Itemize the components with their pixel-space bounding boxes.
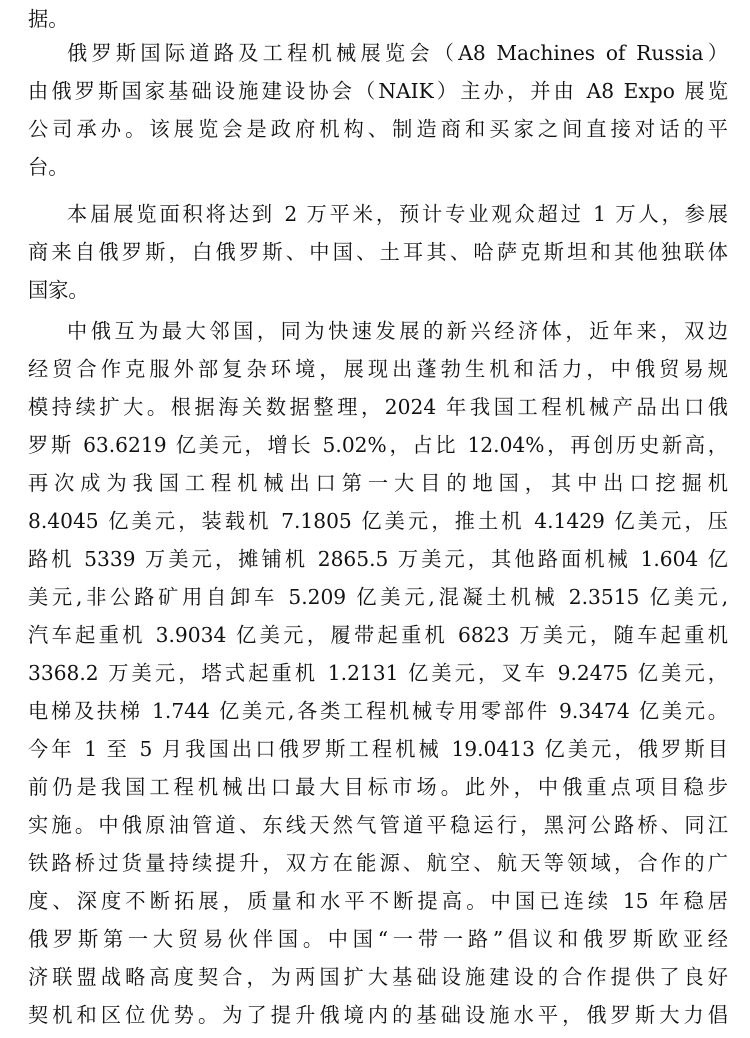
text-line: 中俄互为最大邻国，同为快速发展的新兴经济体，近年来，双边: [67, 319, 728, 343]
text-line: 济联盟战略高度契合，为两国扩大基础设施建设的合作提供了良好: [28, 965, 728, 989]
text-line: 国家。: [28, 278, 89, 302]
text-line: 台。: [28, 155, 69, 179]
text-line: 商来自俄罗斯，白俄罗斯、中国、土耳其、哈萨克斯坦和其他独联体: [28, 240, 728, 264]
text-line: 再次成为我国工程机械出口第一大目的地国，其中出口挖掘机: [28, 471, 728, 495]
text-line: 模持续扩大。根据海关数据整理，2024 年我国工程机械产品出口俄: [28, 395, 728, 419]
text-line: 本届展览面积将达到 2 万平米，预计专业观众超过 1 万人，参展: [67, 202, 728, 226]
text-line: 路机 5339 万美元，摊铺机 2865.5 万美元，其他路面机械 1.604 亿: [28, 547, 728, 571]
text-line: 今年 1 至 5 月我国出口俄罗斯工程机械 19.0413 亿美元，俄罗斯目: [28, 737, 728, 761]
text-line: 汽车起重机 3.9034 亿美元，履带起重机 6823 万美元，随车起重机: [28, 623, 728, 647]
text-line: 公司承办。该展览会是政府机构、制造商和买家之间直接对话的平: [28, 117, 728, 141]
text-line: 契机和区位优势。为了提升俄境内的基础设施水平，俄罗斯大力倡: [28, 1003, 728, 1027]
text-line: 俄罗斯第一大贸易伙伴国。中国“一带一路”倡议和俄罗斯欧亚经: [28, 927, 728, 951]
text-line: 美元,非公路矿用自卸车 5.209 亿美元,混凝土机械 2.3515 亿美元,: [28, 585, 728, 609]
text-line: 实施。中俄原油管道、东线天然气管道平稳运行，黑河公路桥、同江: [28, 813, 728, 837]
text-line: 铁路桥过货量持续提升，双方在能源、航空、航天等领域，合作的广: [28, 851, 728, 875]
text-line: 前仍是我国工程机械出口最大目标市场。此外，中俄重点项目稳步: [28, 775, 728, 799]
text-line: 罗斯 63.6219 亿美元，增长 5.02%，占比 12.04%，再创历史新高，: [28, 433, 728, 457]
text-line: 度、深度不断拓展，质量和水平不断提高。中国已连续 15 年稳居: [28, 889, 728, 913]
text-line: 据。: [28, 7, 69, 31]
text-line: 8.4045 亿美元，装载机 7.1805 亿美元，推土机 4.1429 亿美元，压: [28, 509, 728, 533]
text-line: 俄罗斯国际道路及工程机械展览会（A8 Machines of Russia）: [67, 41, 728, 65]
text-line: 3368.2 万美元，塔式起重机 1.2131 亿美元，叉车 9.2475 亿美元，: [28, 661, 728, 685]
text-line: 由俄罗斯国家基础设施建设协会（NAIK）主办，并由 A8 Expo 展览: [28, 79, 728, 103]
text-line: 电梯及扶梯 1.744 亿美元,各类工程机械专用零部件 9.3474 亿美元。: [28, 699, 728, 723]
text-line: 经贸合作克服外部复杂环境，展现出蓬勃生机和活力，中俄贸易规: [28, 357, 728, 381]
